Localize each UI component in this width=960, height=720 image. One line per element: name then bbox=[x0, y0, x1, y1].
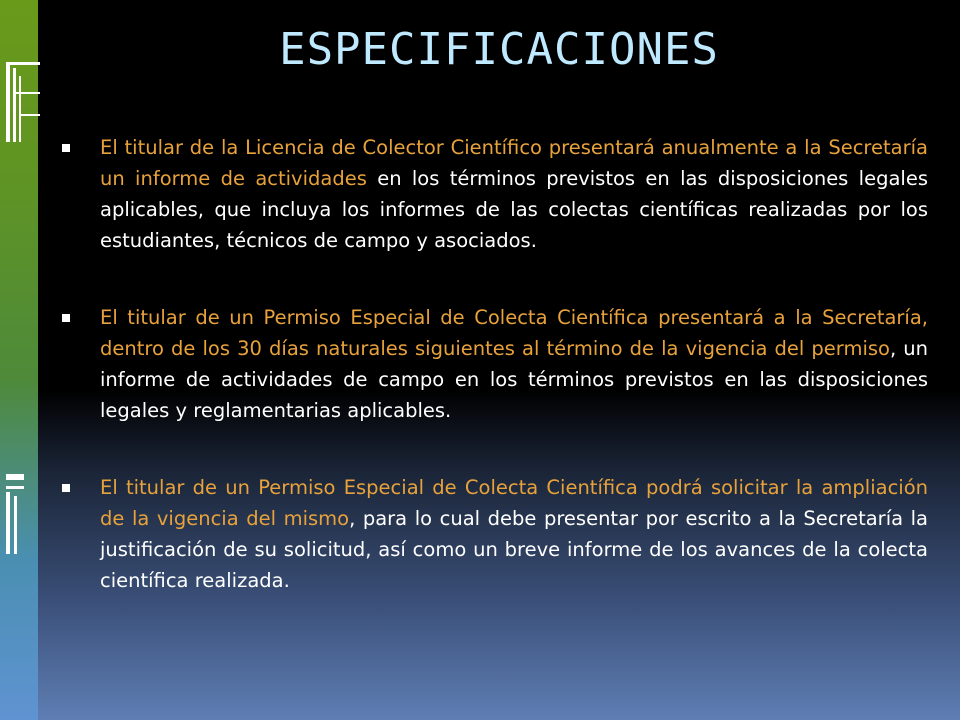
square-bullet-icon bbox=[62, 144, 70, 152]
bullet-item-3 bbox=[60, 472, 928, 596]
frame-lines-decoration bbox=[6, 62, 40, 142]
bullet-1-highlight: El titular de la Licencia de Colector Científico presentará anualmente a la Secretaría un informe de actividades bbox=[100, 136, 928, 190]
bullet-item-1 bbox=[60, 132, 928, 256]
square-bullet-icon bbox=[62, 314, 70, 322]
frame-lines-decoration-lower bbox=[6, 474, 40, 554]
bullet-1-text: en los términos previstos en las disposiciones legales aplicables, que incluya los informes de las colectas científicas realizadas por los estudiantes, técnicos de campo y asociados. bbox=[100, 167, 928, 252]
bullet-2-highlight: El titular de un Permiso Especial de Colecta Científica presentará a la Secretaría, dentro de los 30 días naturales siguientes al término de la vigencia del permiso bbox=[100, 306, 928, 360]
bullet-item-2 bbox=[60, 302, 928, 426]
bullet-3-highlight: El titular de un Permiso Especial de Colecta Científica podrá solicitar la ampliación de la vigencia del mismo bbox=[100, 476, 928, 530]
slide-title: ESPECIFICACIONES bbox=[279, 24, 719, 75]
bullet-3-text: , para lo cual debe presentar por escrito a la Secretaría la justificación de su solicitud, así como un breve informe de los avances de la colecta científica realizada. bbox=[100, 507, 928, 592]
square-bullet-icon bbox=[62, 484, 70, 492]
bullet-list bbox=[60, 132, 928, 642]
bullet-2-text: , un informe de actividades de campo en los términos previstos en las disposiciones legales y reglamentarias aplicables. bbox=[100, 337, 928, 422]
